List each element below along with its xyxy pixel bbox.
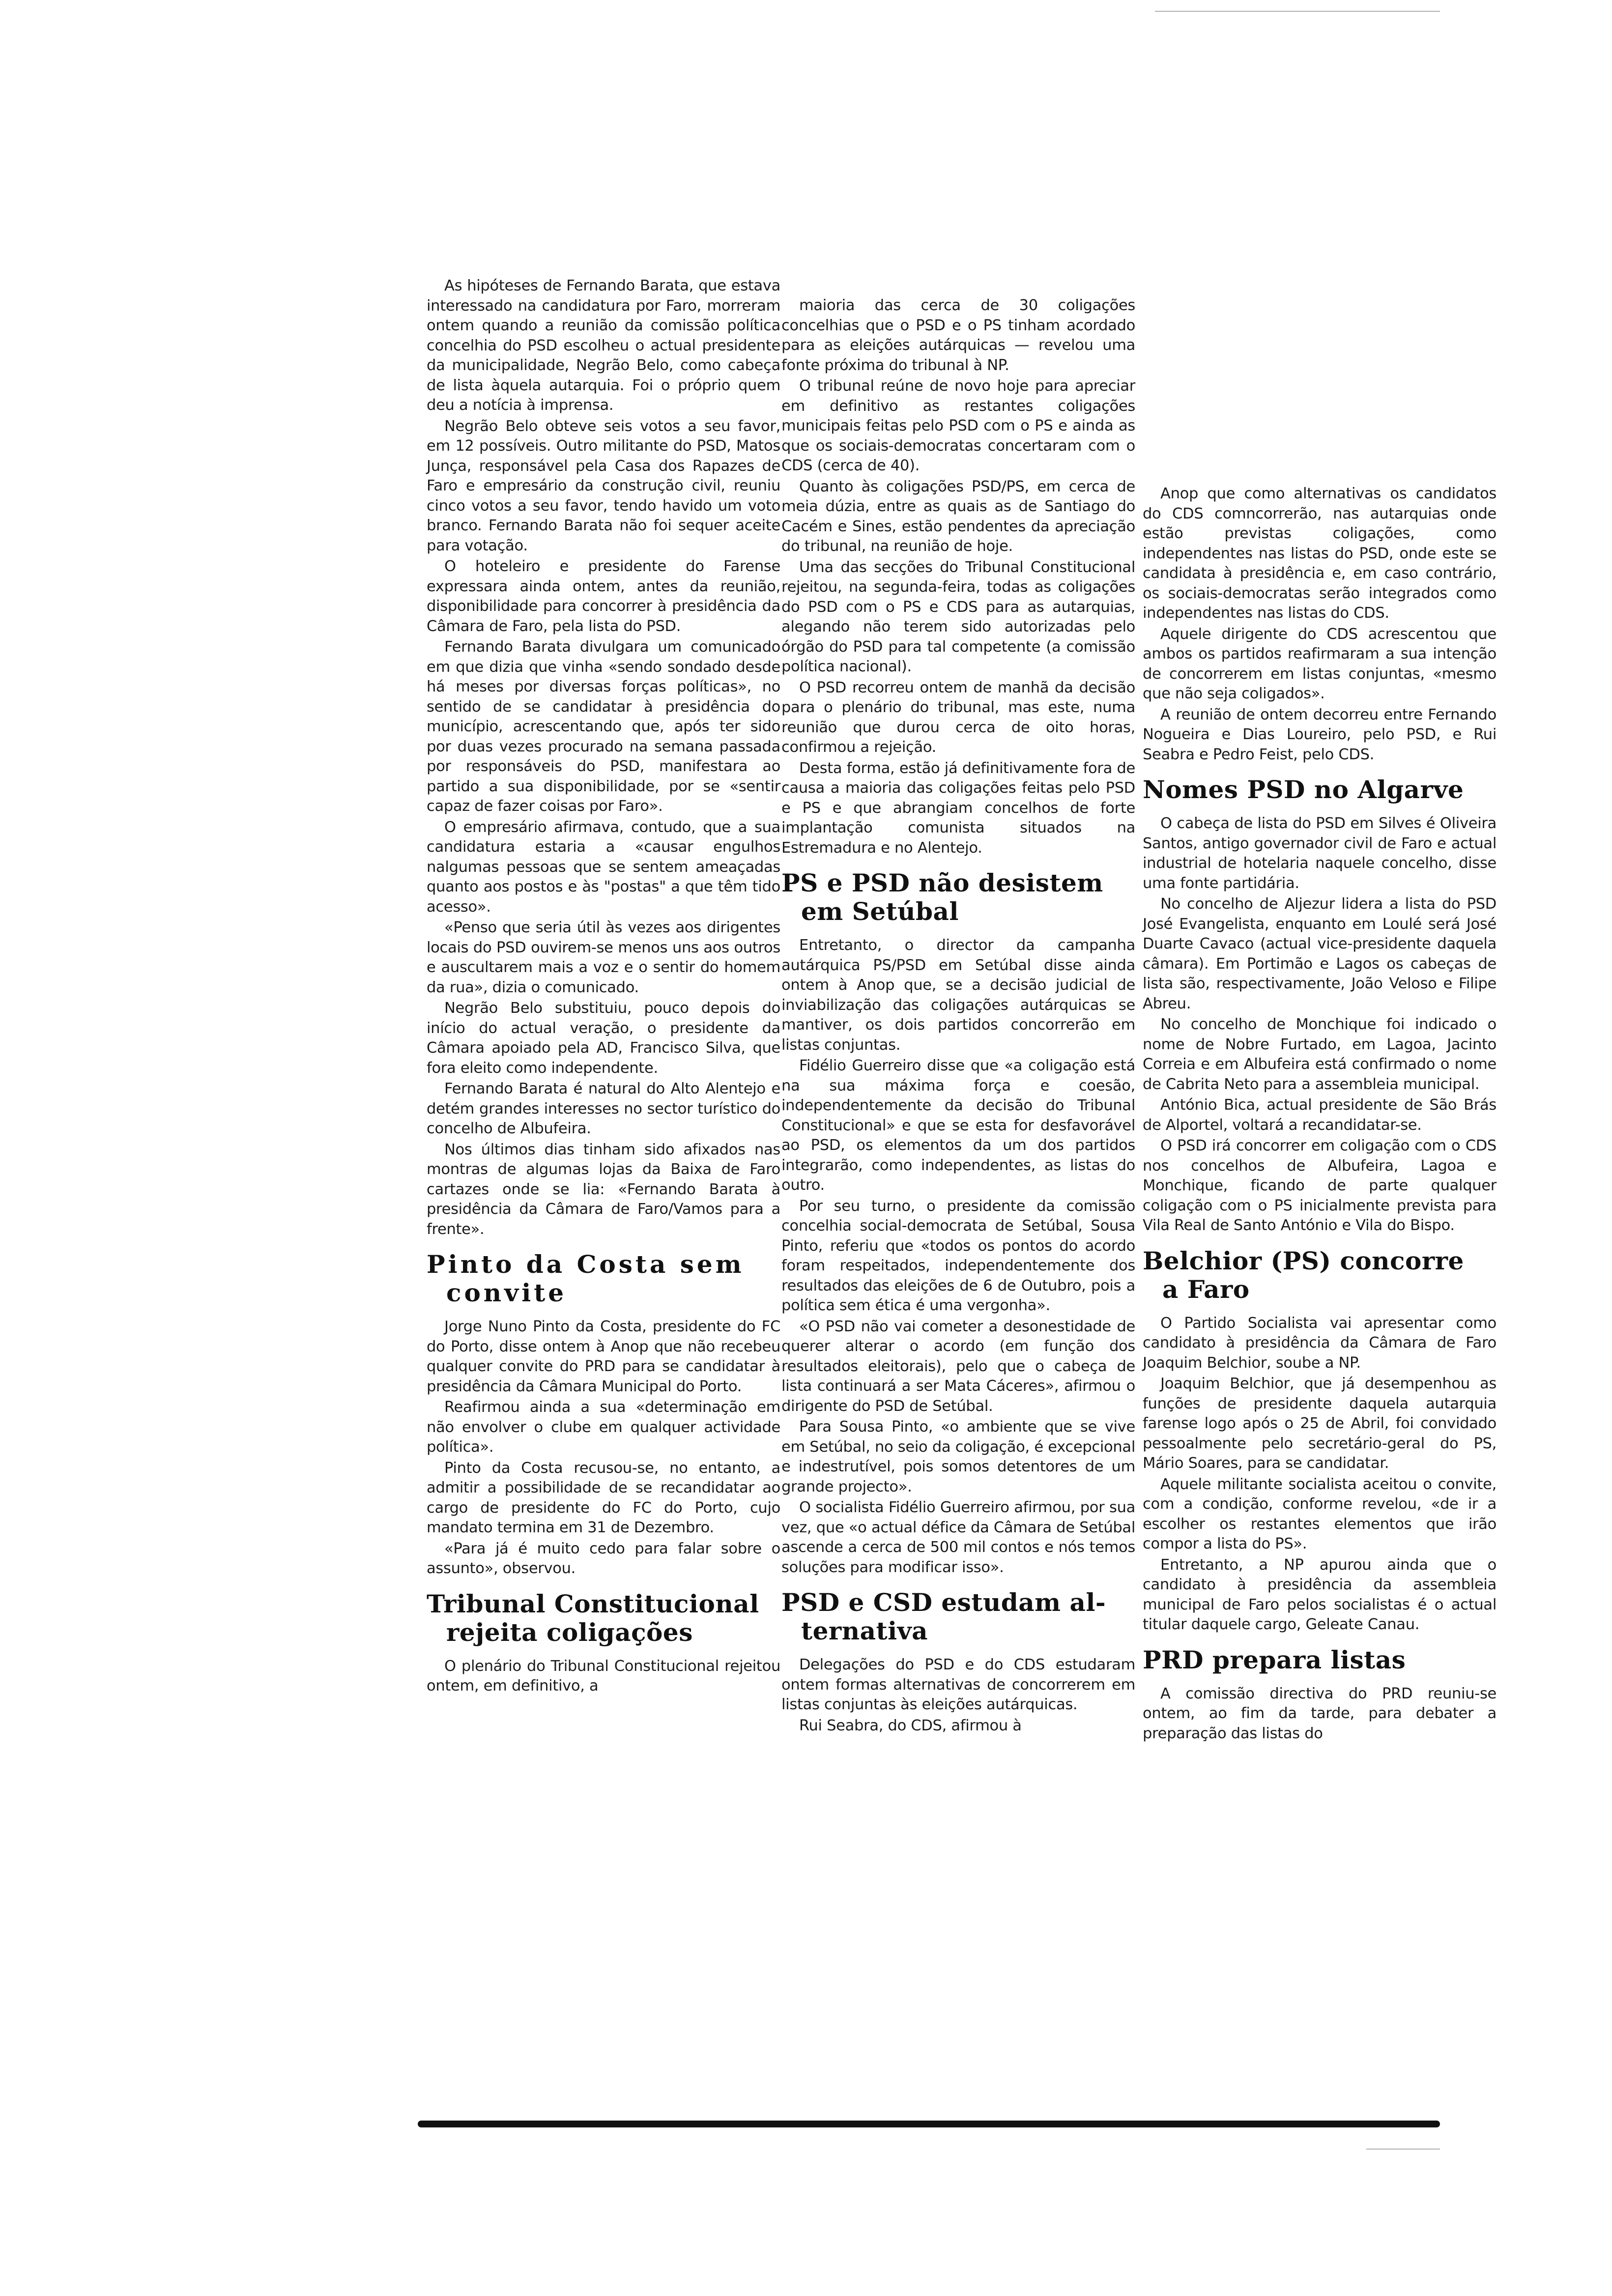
- headline-line-2: a Faro: [1162, 1274, 1250, 1304]
- column-2: [781, 296, 1135, 1737]
- paragraph: Fidélio Guerreiro disse que «a coligação está na sua máxima força e coesão, independentemente da decisão do Tribunal Constitucional» e que se esta for desfavorável ao PSD, os elementos da um dos partidos integrarão, como independentes, as listas do outro.: [781, 1057, 1135, 1194]
- headline-line-1: PSD e CSD estudam al-: [781, 1588, 1106, 1617]
- scan-edge-mark: [1366, 2149, 1440, 2150]
- paragraph: Por seu turno, o presidente da comissão concelhia social-democrata de Setúbal, Sousa Pinto, referiu que «todos os pontos do acordo foram respeitados, independentemente dos resultados das eleições de 6 de Outubro, pois a política sem ética é uma vergonha».: [781, 1197, 1135, 1314]
- headline-line-1: Belchior (PS) concorre: [1143, 1246, 1464, 1275]
- paragraph: O tribunal reúne de novo hoje para apreciar em definitivo as restantes coligações municipais feitas pelo PSD com o PS e ainda as que os sociais-democratas concertaram com o CDS (cerca de 40).: [781, 377, 1135, 474]
- headline-pinto-da-costa: [427, 1250, 780, 1307]
- paragraph: A comissão directiva do PRD reuniu-se ontem, ao fim da tarde, para debater a preparação das listas do: [1143, 1685, 1497, 1742]
- paragraph: A reunião de ontem decorreu entre Fernando Nogueira e Dias Loureiro, pelo PSD, e Rui Seabra e Pedro Feist, pelo CDS.: [1143, 706, 1497, 763]
- paragraph: Reafirmou ainda a sua «determinação em não envolver o clube em qualquer actividade política».: [427, 1399, 780, 1456]
- paragraph: Joaquim Belchior, que já desempenhou as funções de presidente daquela autarquia farense logo após o 25 de Abril, foi convidado pessoalmente pelo secretário-geral do PS, Mário Soares, para se candidatar.: [1143, 1375, 1497, 1472]
- headline-belchior-faro: [1143, 1247, 1497, 1304]
- paragraph: Entretanto, a NP apurou ainda que o candidato à presidência da assembleia municipal de Faro pelos socialistas é o actual titular daquele cargo, Geleate Canau.: [1143, 1556, 1497, 1633]
- headline-line-1: Tribunal Constitucional: [427, 1589, 759, 1618]
- paragraph: O plenário do Tribunal Constitucional rejeitou ontem, em definitivo, a: [427, 1657, 780, 1694]
- paragraph: Aquele dirigente do CDS acrescentou que ambos os partidos reafirmaram a sua intenção de concorrerem em listas conjuntas, «mesmo que não seja coligados».: [1143, 625, 1497, 702]
- column-3: [1143, 484, 1497, 1745]
- headline-line-1: PRD prepara listas: [1143, 1645, 1406, 1674]
- paragraph: As hipóteses de Fernando Barata, que estava interessado na candidatura por Faro, morreram ontem quando a reunião da comissão política concelhia do PSD escolheu o actual presidente da municipalidade, Negrão Belo, como cabeça de lista àquela autarquia. Foi o próprio quem deu a notícia à imprensa.: [427, 277, 780, 414]
- headline-line-1: PS e PSD não desistem: [781, 868, 1103, 897]
- bottom-rule: [418, 2121, 1440, 2127]
- paragraph: Negrão Belo obteve seis votos a seu favor, em 12 possíveis. Outro militante do PSD, Matos Junça, responsável pela Casa dos Rapazes de Faro e empresário da construção civil, reuniu cinco votos a seu favor, tendo havido um voto branco. Fernando Barata não foi sequer aceite para votação.: [427, 417, 780, 554]
- headline-line-2: em Setúbal: [801, 897, 959, 926]
- headline-line-2: rejeita coligações: [446, 1617, 693, 1647]
- paragraph: «Para já é muito cedo para falar sobre o assunto», observou.: [427, 1540, 780, 1577]
- paragraph: Fernando Barata divulgara um comunicado em que dizia que vinha «sendo sondado desde há meses por diversas forças políticas», no sentido de se candidatar à presidência do município, acrescentando que, após ter sido por duas vezes procurado na semana passada por responsáveis do PSD, manifestara ao partido a sua disponibilidade, por se «sentir capaz de fazer coisas por Faro».: [427, 638, 780, 815]
- paragraph: Negrão Belo substituiu, pouco depois do início do actual veração, o presidente da Câmara apoiado pela AD, Francisco Silva, que fora eleito como independente.: [427, 1000, 780, 1077]
- paragraph: O empresário afirmava, contudo, que a sua candidatura estaria a «causar engulhos nalgumas pessoas que se sentem ameaçadas quanto aos postos e às "postas" a que têm tido acesso».: [427, 818, 780, 916]
- headline-nomes-psd-algarve: [1143, 775, 1497, 804]
- paragraph: No concelho de Monchique foi indicado o nome de Nobre Furtado, em Lagoa, Jacinto Correia e em Albufeira está confirmado o nome de Cabrita Neto para a assembleia municipal.: [1143, 1016, 1497, 1093]
- paragraph: Rui Seabra, do CDS, afirmou à: [799, 1717, 1022, 1734]
- paragraph: O hoteleiro e presidente do Farense expressara ainda ontem, antes da reunião, disponibilidade para concorrer à presidência da Câmara de Faro, pela lista do PSD.: [427, 558, 780, 635]
- paragraph: Delegações do PSD e do CDS estudaram ontem formas alternativas de concorrerem em listas conjuntas às eleições autárquicas.: [781, 1656, 1135, 1713]
- paragraph: O PSD irá concorrer em coligação com o CDS nos concelhos de Albufeira, Lagoa e Monchique, ficando de parte qualquer coligação com o PS inicialmente prevista para Vila Real de Santo António e Vila do Bispo.: [1143, 1137, 1497, 1234]
- paragraph: António Bica, actual presidente de São Brás de Alportel, voltará a recandidatar-se.: [1143, 1096, 1497, 1134]
- headline-ps-psd-setubal: [781, 869, 1135, 926]
- headline-tribunal-constitucional: [427, 1590, 780, 1647]
- paragraph: Fernando Barata é natural do Alto Alentejo e detém grandes interesses no sector turístico do concelho de Albufeira.: [427, 1080, 780, 1137]
- paragraph: Aquele militante socialista aceitou o convite, com a condição, conforme revelou, «de ir a escolher os restantes elementos que irão compor a lista do PS».: [1143, 1475, 1497, 1552]
- paragraph: «Penso que seria útil às vezes aos dirigentes locais do PSD ouvirem-se menos uns aos outros e auscultarem mais a voz e o sentir do homem da rua», dizia o comunicado.: [427, 919, 780, 996]
- paragraph: Entretanto, o director da campanha autárquica PS/PSD em Setúbal disse ainda ontem à Anop que, se a decisão judicial de inviabilização das coligações autárquicas se mantiver, os dois partidos concorrerão em listas conjuntas.: [781, 937, 1135, 1054]
- paragraph: O Partido Socialista vai apresentar como candidato à presidência da Câmara de Faro Joaquim Belchior, soube a NP.: [1143, 1314, 1497, 1372]
- paragraph: No concelho de Aljezur lidera a lista do PSD José Evangelista, enquanto em Loulé será José Duarte Cavaco (actual vice-presidente daquela câmara). Em Portimão e Lagos os cabeças de lista são, respectivamente, João Veloso e Filipe Abreu.: [1143, 895, 1497, 1012]
- scan-edge-mark: [1155, 11, 1440, 12]
- headline-line-1: Nomes PSD no Algarve: [1143, 775, 1464, 804]
- paragraph: Desta forma, estão já definitivamente fora de causa a maioria das coligações feitas pelo PSD e PS e que abrangiam concelhos de forte implantação comunista situados na Estremadura e no Alentejo.: [781, 759, 1135, 857]
- paragraph: Anop que como alternativas os candidatos do CDS comncorrerão, nas autarquias onde estão previstas coligações, como independentes nas listas do PSD, onde este se candidata à presidência e, em caso contrário, os sociais-democratas serão integrados como independentes nas listas do CDS.: [1143, 485, 1497, 622]
- paragraph: Nos últimos dias tinham sido afixados nas montras de algumas lojas da Baixa de Faro cartazes onde se lia: «Fernando Barata à presidência da Câmara de Faro/Vamos para a frente».: [427, 1141, 780, 1238]
- paragraph: Jorge Nuno Pinto da Costa, presidente do FC do Porto, disse ontem à Anop que não recebeu qualquer convite do PRD para se candidatar à presidência da Câmara Municipal do Porto.: [427, 1318, 780, 1395]
- headline-prd-prepara-listas: [1143, 1646, 1497, 1674]
- column-1: [427, 276, 780, 1697]
- paragraph: Pinto da Costa recusou-se, no entanto, a admitir a possibilidade de se recandidatar ao cargo de presidente do FC do Porto, cujo mandato termina em 31 de Dezembro.: [427, 1459, 780, 1536]
- paragraph: O socialista Fidélio Guerreiro afirmou, por sua vez, que «o actual défice da Câmara de Setúbal ascende a cerca de 500 mil contos e nós temos soluções para modificar isso».: [781, 1499, 1135, 1576]
- paragraph: O cabeça de lista do PSD em Silves é Oliveira Santos, antigo governador civil de Faro e actual industrial de hotelaria naquele concelho, disse uma fonte partidária.: [1143, 815, 1497, 892]
- paragraph: Quanto às coligações PSD/PS, em cerca de meia dúzia, entre as quais as de Santiago do Cacém e Sines, estão pendentes da apreciação do tribunal, na reunião de hoje.: [781, 478, 1135, 555]
- paragraph: «O PSD não vai cometer a desonestidade de querer alterar o acordo (em função dos resultados eleitorais), pelo que o cabeça de lista continuará a ser Mata Cáceres», afirmou o dirigente do PSD de Setúbal.: [781, 1318, 1135, 1415]
- paragraph: Para Sousa Pinto, «o ambiente que se vive em Setúbal, no seio da coligação, é excepcional e indestrutível, pois somos detentores de um grande projecto».: [781, 1418, 1135, 1495]
- paragraph: O PSD recorreu ontem de manhã da decisão para o plenário do tribunal, mas este, numa reunião que durou cerca de oito horas, confirmou a rejeição.: [781, 679, 1135, 756]
- headline-line-2: ternativa: [801, 1616, 928, 1645]
- headline-line-2: convite: [446, 1278, 567, 1307]
- headline-line-1: Pinto da Costa sem: [427, 1250, 745, 1279]
- paragraph: Uma das secções do Tribunal Constitucional rejeitou, na segunda-feira, todas as coligações do PSD com o PS e CDS para as autarquias, alegando não terem sido autorizadas pelo órgão do PSD para tal competente (a comissão política nacional).: [781, 558, 1135, 675]
- paragraph: maioria das cerca de 30 coligações concelhias que o PSD e o PS tinham acordado para as eleições autárquicas — revelou uma fonte próxima do tribunal à NP.: [781, 297, 1135, 374]
- headline-psd-csd-alternativa: [781, 1588, 1135, 1645]
